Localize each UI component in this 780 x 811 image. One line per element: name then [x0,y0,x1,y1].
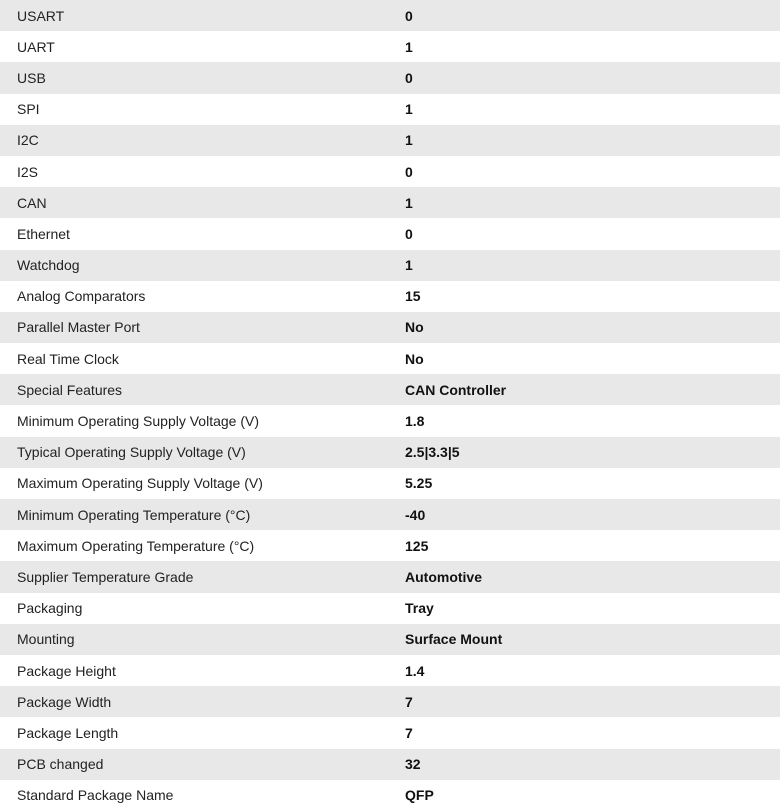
table-row [0,31,780,62]
spec-value: 1 [405,31,780,62]
spec-label: Package Height [0,655,405,686]
spec-label: PCB changed [0,749,405,780]
table-row [0,62,780,93]
spec-value: CAN Controller [405,374,780,405]
spec-value: -40 [405,499,780,530]
spec-value: 1.8 [405,405,780,436]
table-row [0,187,780,218]
spec-value: QFP [405,780,780,811]
spec-label: SPI [0,94,405,125]
table-row [0,156,780,187]
spec-label: CAN [0,187,405,218]
spec-value: 32 [405,749,780,780]
spec-value: 0 [405,218,780,249]
table-row [0,655,780,686]
table-row [0,0,780,31]
table-row [0,374,780,405]
table-row [0,437,780,468]
spec-label: I2C [0,125,405,156]
table-row [0,686,780,717]
table-row [0,94,780,125]
table-row [0,468,780,499]
spec-value: 7 [405,717,780,748]
spec-value: No [405,343,780,374]
spec-label: Analog Comparators [0,281,405,312]
spec-label: Package Width [0,686,405,717]
spec-label: Parallel Master Port [0,312,405,343]
spec-label: Packaging [0,593,405,624]
spec-label: Package Length [0,717,405,748]
spec-label: I2S [0,156,405,187]
spec-value: 125 [405,530,780,561]
spec-label: USART [0,0,405,31]
spec-label: Watchdog [0,250,405,281]
table-row [0,125,780,156]
table-row [0,717,780,748]
spec-value: 1.4 [405,655,780,686]
spec-label: Mounting [0,624,405,655]
table-row [0,405,780,436]
spec-value: Tray [405,593,780,624]
spec-label: Maximum Operating Temperature (°C) [0,530,405,561]
spec-value: 5.25 [405,468,780,499]
spec-value: No [405,312,780,343]
spec-label: Maximum Operating Supply Voltage (V) [0,468,405,499]
spec-label: Special Features [0,374,405,405]
spec-label: Supplier Temperature Grade [0,561,405,592]
table-row [0,530,780,561]
spec-label: Typical Operating Supply Voltage (V) [0,437,405,468]
table-row [0,561,780,592]
spec-value: 0 [405,0,780,31]
spec-value: 15 [405,281,780,312]
spec-value: 1 [405,125,780,156]
table-row [0,593,780,624]
spec-value: Surface Mount [405,624,780,655]
table-row [0,312,780,343]
spec-label: USB [0,62,405,93]
spec-value: 0 [405,62,780,93]
spec-label: Real Time Clock [0,343,405,374]
table-row [0,250,780,281]
spec-label: Minimum Operating Temperature (°C) [0,499,405,530]
table-row [0,281,780,312]
spec-value: Automotive [405,561,780,592]
spec-value: 7 [405,686,780,717]
table-row [0,624,780,655]
table-row [0,749,780,780]
spec-label: Ethernet [0,218,405,249]
table-row [0,499,780,530]
spec-value: 1 [405,94,780,125]
spec-label: UART [0,31,405,62]
spec-value: 1 [405,187,780,218]
spec-value: 1 [405,250,780,281]
spec-label: Standard Package Name [0,780,405,811]
table-row [0,780,780,811]
spec-value: 0 [405,156,780,187]
table-row [0,343,780,374]
spec-value: 2.5|3.3|5 [405,437,780,468]
spec-label: Minimum Operating Supply Voltage (V) [0,405,405,436]
table-row [0,218,780,249]
